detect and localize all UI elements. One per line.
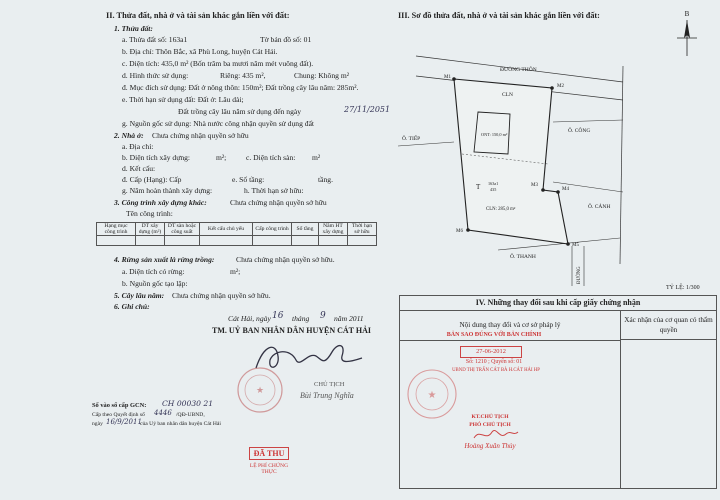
house-term: h. Thời hạn sở hữu:	[244, 186, 304, 195]
forest-area: a. Diện tích có rừng:	[122, 267, 185, 276]
decision-suffix: /QĐ-UBND,	[176, 412, 205, 418]
sign-year: năm 2011	[334, 314, 364, 323]
area: c. Diện tích: 435,0 m² (Bốn trăm ba mươi năm mét vuông đất).	[122, 59, 314, 68]
parcel-map	[398, 24, 698, 292]
decision-date-label: ngày	[92, 421, 103, 427]
committee-seal	[235, 365, 285, 415]
use-term-crop: Đất trồng cây lâu năm sử dụng đến ngày	[178, 107, 302, 116]
house-structure: d. Kết cấu:	[122, 164, 156, 173]
changes-col-content: Nội dung thay đổi và cơ sở pháp lý	[400, 310, 621, 341]
table-header-cell: DT xây dựng (m²)	[136, 223, 165, 236]
house-grade: đ. Cấp (Hạng): Cấp	[122, 175, 182, 184]
neighbor-o-thanh: Ô. THANH	[510, 254, 536, 260]
fee-stamp	[244, 447, 294, 473]
work-title: 3. Công trình xây dựng khác:	[114, 198, 207, 207]
copy-seal	[404, 366, 460, 422]
note-title: 6. Ghi chú:	[114, 302, 150, 311]
copy-org: UBND THỊ TRẤN CÁT BÀ H.CÁT HẢI HP	[452, 368, 540, 373]
copy-date: 27-06-2012	[460, 346, 522, 358]
use-shared: Chung: Không m²	[294, 71, 350, 80]
house-floor-area-unit: m²	[312, 153, 321, 162]
table-header-cell: Hạng mục công trình	[97, 223, 136, 236]
origin: g. Nguồn gốc sử dụng: Nhà nước công nhận quyền sử dụng đất	[122, 119, 315, 128]
road-label-side: ĐƯỜNG	[577, 266, 582, 284]
table-header-cell: Kết cấu chủ yếu	[200, 223, 253, 236]
parcel-mark: T	[476, 183, 481, 191]
svg-text:★: ★	[255, 385, 265, 395]
sign-day: 16	[272, 311, 284, 321]
parcel-label: 163a1	[488, 181, 499, 186]
registration-label: Số vào sổ cấp GCN:	[92, 402, 147, 409]
table-header-cell: Thời hạn sở hữu	[348, 223, 377, 236]
chairman-title: CHỦ TỊCH	[314, 381, 345, 388]
work-status: Chưa chứng nhận quyền sở hữu	[230, 198, 327, 207]
house-floors-unit: tầng.	[318, 175, 333, 184]
point-m4: M4	[562, 187, 569, 192]
address: b. Địa chỉ: Thôn Bắc, xã Phù Long, huyện Cát Hải.	[122, 47, 278, 56]
works-table	[96, 222, 377, 246]
registration-number: CH 00030 21	[162, 399, 214, 408]
term-date: 27/11/2051	[344, 105, 391, 114]
house-status: Chưa chứng nhận quyền sở hữu	[152, 131, 249, 140]
table-header-cell: Năm HT xây dựng	[319, 223, 348, 236]
crop-status: Chưa chứng nhận quyền sở hữu.	[172, 291, 271, 300]
use-term: e. Thời hạn sử dụng đất: Đất ở: Lâu dài;	[122, 95, 244, 104]
land-use-ont: ONT: 150,0 m²	[481, 132, 508, 137]
forest-area-unit: m²;	[230, 267, 241, 276]
house-floors: e. Số tầng:	[232, 175, 265, 184]
parcel-area: 435	[490, 187, 497, 192]
copy-book: Số: 1210 ; Quyển số: 01	[465, 359, 523, 365]
section3-title: III. Sơ đồ thửa đất, nhà ở và tài sản khác gắn liền với đất:	[398, 11, 600, 20]
neighbor-o-cong: Ô. CÔNG	[568, 128, 591, 134]
house-floor-area: c. Diện tích sàn:	[246, 153, 296, 162]
house-year: g. Năm hoàn thành xây dựng:	[122, 186, 213, 195]
table-header-row	[97, 223, 377, 236]
vice-title-1: KT.CHỦ TỊCH	[471, 414, 509, 420]
parcel-number: a. Thửa đất số: 163a1	[122, 35, 188, 44]
road-label-top: ĐƯỜNG THÔN	[500, 67, 537, 73]
point-m3: M3	[531, 183, 538, 188]
sign-date-place: Cát Hải, ngày	[228, 314, 271, 323]
changes-col-confirm: Xác nhận của cơ quan có thẩm quyền	[621, 310, 716, 340]
changes-title: IV. Những thay đổi sau khi cấp giấy chứng nhận	[400, 296, 716, 311]
table-row	[97, 236, 377, 246]
section2-title: II. Thửa đất, nhà ở và tài sản khác gắn liền với đất:	[106, 11, 290, 20]
decision-date: 16/9/2011	[106, 418, 142, 426]
sign-month: 9	[320, 311, 326, 321]
decision-number: 4446	[154, 409, 172, 417]
land-use-cln-bottom: CLN: 285,0 m²	[486, 207, 516, 212]
house-address: a. Địa chỉ:	[122, 142, 154, 151]
north-label: B	[684, 10, 690, 18]
table-header-cell: Cấp công trình	[253, 223, 292, 236]
map-sheet: Tờ bản đồ số: 01	[260, 35, 312, 44]
vice-title-2: PHÓ CHỦ TỊCH	[469, 422, 511, 428]
chairman-name: Bùi Trung Nghĩa	[300, 391, 354, 400]
house-build-area: b. Diện tích xây dựng:	[122, 153, 191, 162]
decision-label: Cấp theo Quyết định số	[92, 412, 145, 418]
work-name: Tên công trình:	[126, 209, 173, 218]
land-use-cln-top: CLN	[502, 92, 513, 98]
forest-origin: b. Nguồn gốc tạo lập:	[122, 279, 188, 288]
fee-stamp-label: LỆ PHÍ CHỨNG THỰC	[249, 463, 289, 475]
point-m6: M6	[456, 229, 463, 234]
forest-status: Chưa chứng nhận quyền sở hữu.	[236, 255, 335, 264]
fee-stamp-paid: ĐÃ THU	[249, 447, 290, 460]
use-form: d. Hình thức sử dụng:	[122, 71, 189, 80]
changes-table	[399, 295, 717, 489]
table-header-cell: DT sàn hoặc công suất	[165, 223, 200, 236]
use-private: Riêng: 435 m²,	[220, 71, 266, 80]
house-build-area-unit: m²;	[216, 153, 227, 162]
house-title: 2. Nhà ở:	[114, 131, 144, 140]
use-purpose: đ. Mục đích sử dụng: Đất ở nông thôn: 150m²; Đất trồng cây lâu năm: 285m².	[122, 83, 359, 92]
committee-title: TM. UỶ BAN NHÂN DÂN HUYỆN CÁT HẢI	[212, 326, 371, 335]
crop-title: 5. Cây lâu năm:	[114, 291, 165, 300]
neighbor-o-canh: Ô. CẢNH	[588, 204, 611, 210]
point-m1: M1	[444, 75, 451, 80]
forest-title: 4. Rừng sản xuất là rừng trồng:	[114, 255, 215, 264]
copy-stamp: BẢN SAO ĐÚNG VỚI BẢN CHÍNH	[446, 332, 542, 338]
map-scale: TỶ LỆ: 1/300	[666, 285, 700, 291]
sign-month-label: tháng	[292, 314, 310, 323]
point-m2: M2	[557, 84, 564, 89]
decision-issuer: của Uỷ ban nhân dân huyện Cát Hải	[140, 421, 221, 427]
table-header-cell: Số tầng	[292, 223, 319, 236]
point-m5: M5	[572, 243, 579, 248]
vice-name: Hoàng Xuân Thủy	[464, 442, 516, 450]
neighbor-o-tiep: Ô. TIẾP	[402, 136, 421, 142]
land-title: 1. Thửa đất:	[114, 24, 153, 33]
svg-text:★: ★	[427, 390, 437, 401]
